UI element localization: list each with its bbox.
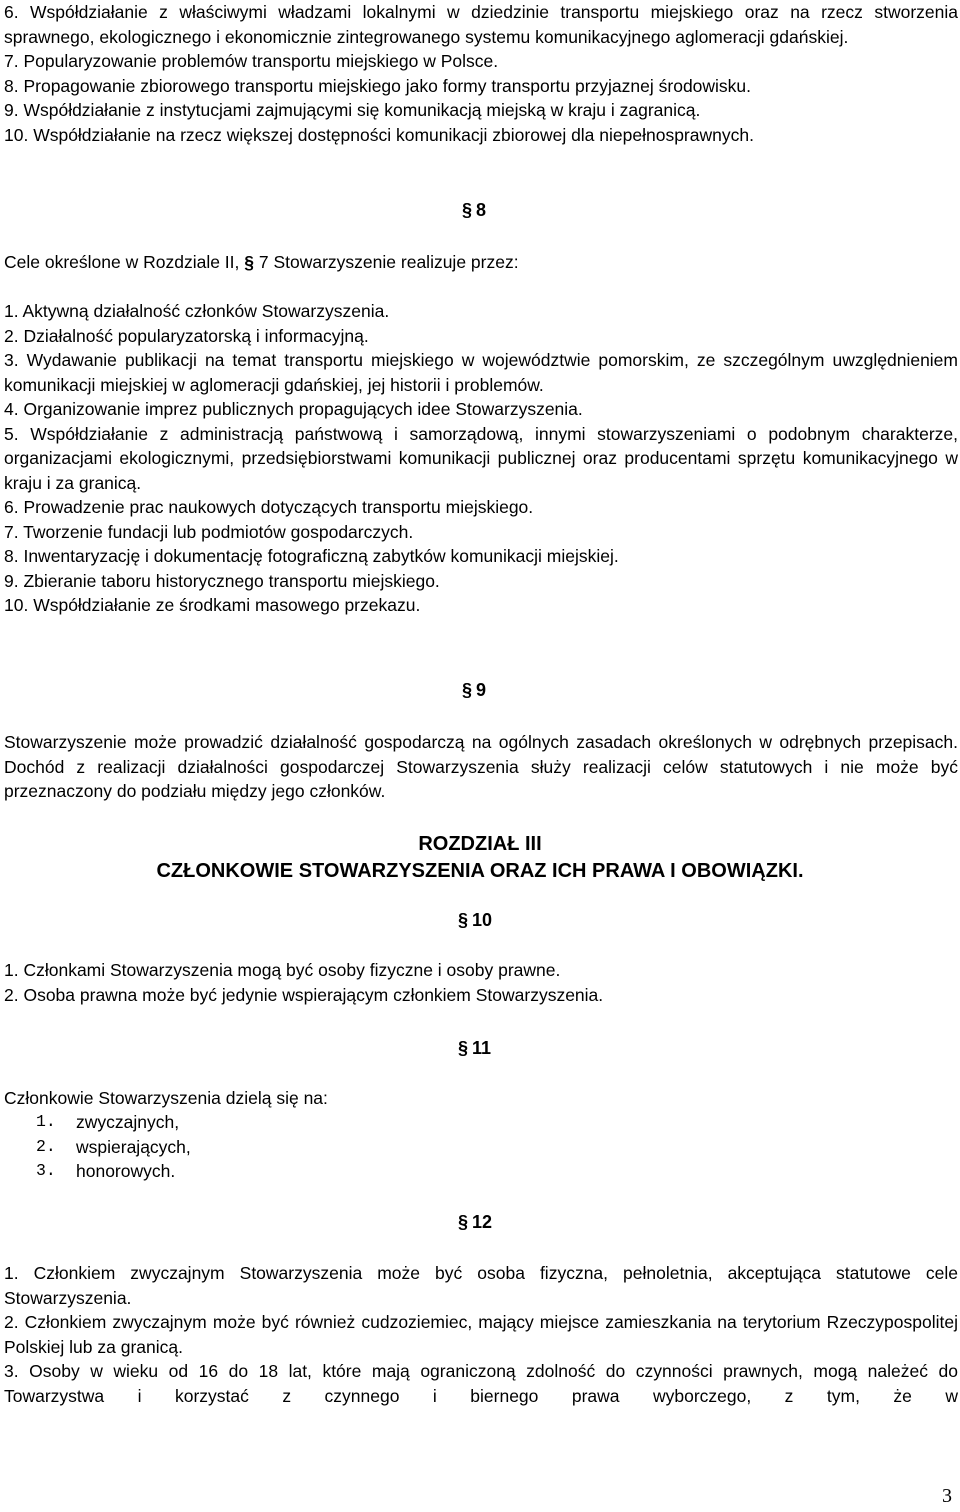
list-item: 4. Organizowanie imprez publicznych propagujących idee Stowarzyszenia.: [4, 399, 583, 419]
section-number: 10: [472, 910, 493, 930]
list-item: 6. Prowadzenie prac naukowych dotyczących transportu miejskiego.: [4, 497, 534, 517]
intro-text: Cele określone w Rozdziale II,: [4, 252, 240, 272]
section-heading-12: [458, 1210, 492, 1234]
section-9-text: [4, 730, 958, 804]
list-text: zwyczajnych,: [76, 1112, 180, 1132]
list-item: [4, 1135, 958, 1160]
page-number: 3: [942, 1485, 952, 1507]
list-item: 8. Propagowanie zbiorowego transportu miejskiego jako formy transportu przyjaznej środowisku.: [4, 75, 752, 96]
section-symbol: §: [458, 1038, 469, 1058]
list-item: 7. Popularyzowanie problemów transportu miejskiego w Polsce.: [4, 51, 499, 71]
list-item: 1. Członkiem zwyczajnym Stowarzyszenia może być osoba fizyczna, pełnoletnia, akceptująca statutowe cele Stowarzyszenia.: [4, 1263, 958, 1308]
section-heading-11: [458, 1036, 491, 1060]
list-text: wspierających,: [76, 1136, 191, 1157]
list-item: 7. Tworzenie fundacji lub podmiotów gospodarczych.: [4, 521, 414, 542]
list-item: 2. Członkiem zwyczajnym może być również cudzoziemiec, mający miejsce zamieszkania na terytorium Rzeczypospolitej Polskiej lub za granicą.: [4, 1312, 958, 1357]
chapter-title: ROZDZIAŁ III: [418, 833, 542, 855]
list-item: 1. Członkami Stowarzyszenia mogą być osoby fizyczne i osoby prawne.: [4, 960, 561, 980]
section-number: 8: [476, 200, 487, 220]
list-item: 6. Współdziałanie z właściwymi władzami lokalnymi w dziedzinie transportu miejskiego oraz na rzecz stworzenia sprawnego, ekologicznego i ekonomicznie zintegrowanego systemu komunikacyjnego aglomeracji gdańskiej.: [4, 2, 958, 47]
section-8-list: [4, 299, 958, 618]
section-number: 12: [472, 1212, 493, 1232]
list-item: [4, 1110, 958, 1135]
section-symbol: §: [462, 200, 473, 220]
list-item: [4, 1159, 958, 1184]
list-number: 1.: [36, 1112, 56, 1131]
list-item: 2. Działalność popularyzatorską i informacyjną.: [4, 325, 369, 346]
paragraph: Stowarzyszenie może prowadzić działalność gospodarczą na ogólnych zasadach określonych w odrębnych przepisach. Dochód z realizacji działalności gospodarczej Stowarzyszenia służy realizacji celów statutowych i nie może być przeznaczony do podziału między jego członków.: [4, 732, 958, 801]
list-item: 10. Współdziałanie ze środkami masowego przekazu.: [4, 595, 421, 615]
section-number: 11: [472, 1038, 492, 1058]
section-10-list: [4, 958, 958, 1007]
section-heading-10: [458, 908, 492, 932]
goals-list-continued: [4, 0, 958, 147]
section-heading-9: [462, 678, 486, 702]
section-8-intro: [4, 250, 958, 275]
list-item: 3. Wydawanie publikacji na temat transportu miejskiego w województwie pomorskim, ze szczególnym uwzględnieniem komunikacji miejskiej w aglomeracji gdańskiej, jej historii i problemów.: [4, 350, 958, 395]
section-symbol: §: [458, 910, 469, 930]
section-heading-8: [462, 198, 486, 222]
section-symbol: §: [458, 1212, 469, 1232]
list-item: 10. Współdziałanie na rzecz większej dostępności komunikacji zbiorowej dla niepełnosprawnych.: [4, 124, 754, 145]
intro-text: 7 Stowarzyszenie realizuje przez:: [258, 252, 519, 272]
chapter-subtitle: CZŁONKOWIE STOWARZYSZENIA ORAZ ICH PRAWA I OBOWIĄZKI.: [156, 860, 804, 882]
section-symbol-inline: §: [244, 252, 254, 272]
section-11-intro: [4, 1086, 958, 1111]
section-number: 9: [476, 680, 487, 700]
list-item: 9. Współdziałanie z instytucjami zajmującymi się komunikacją miejską w kraju i zagranicą.: [4, 100, 701, 120]
list-item: 3. Osoby w wieku od 16 do 18 lat, które mają ograniczoną zdolność do czynności prawnych, mogą należeć do Towarzystwa i korzystać z czynnego i biernego prawa wyborczego, z tym, że w: [4, 1361, 958, 1406]
list-item: 8. Inwentaryzację i dokumentację fotograficzną zabytków komunikacji miejskiej.: [4, 546, 619, 566]
list-number: 3.: [36, 1161, 56, 1180]
list-item: 2. Osoba prawna może być jedynie wspierającym członkiem Stowarzyszenia.: [4, 984, 604, 1005]
section-12-list: [4, 1261, 958, 1408]
intro-text: Członkowie Stowarzyszenia dzielą się na:: [4, 1088, 328, 1108]
section-11-list: [4, 1110, 958, 1184]
list-number: 2.: [36, 1136, 56, 1156]
list-item: 1. Aktywną działalność członków Stowarzyszenia.: [4, 301, 390, 321]
list-item: 5. Współdziałanie z administracją państwową i samorządową, innymi stowarzyszeniami o podobnym charakterze, organizacjami ekologicznymi, przedsiębiorstwami komunikacji publicznej oraz producentami sprzętu komunikacyjnego w kraju i za granicą.: [4, 423, 958, 493]
section-symbol: §: [462, 680, 473, 700]
list-text: honorowych.: [76, 1161, 176, 1181]
list-item: 9. Zbieranie taboru historycznego transportu miejskiego.: [4, 570, 440, 591]
